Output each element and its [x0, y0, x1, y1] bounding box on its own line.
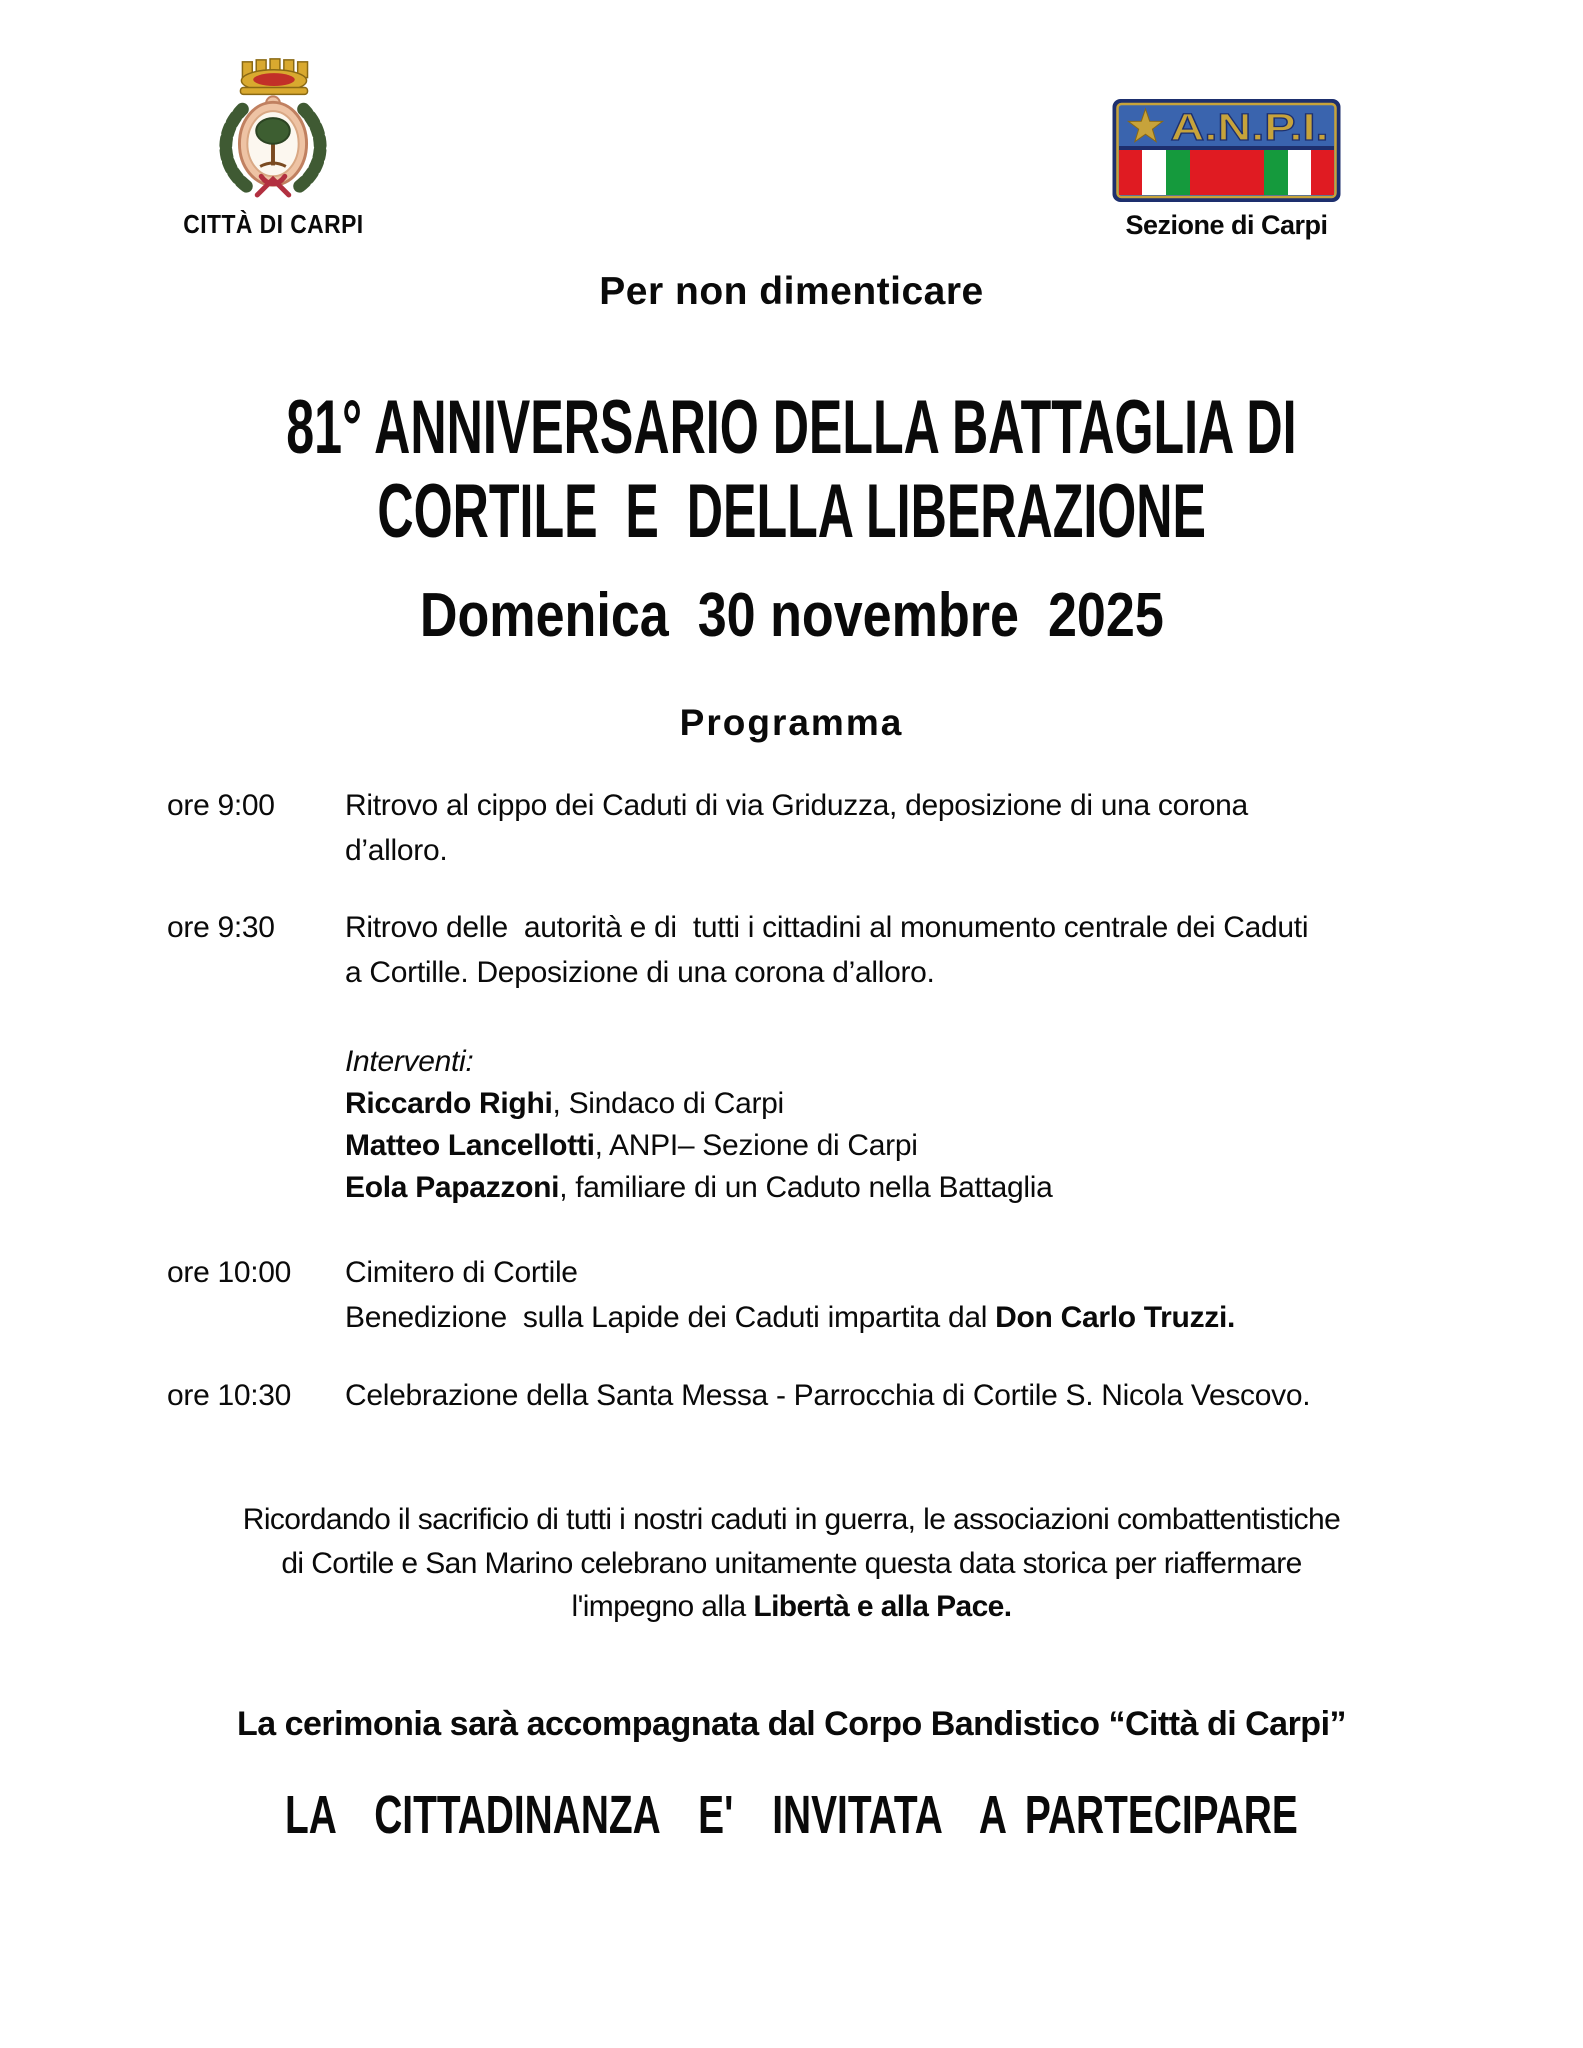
anpi-stripes-icon [1119, 146, 1334, 195]
event-date: Domenica 30 novembre 2025 [419, 581, 1164, 650]
program-description: Ritrovo al cippo dei Caduti di via Griduzza, deposizione di una corona d’alloro. [345, 789, 1248, 867]
speakers-heading: Interventi: [345, 1045, 474, 1078]
title-line-2: CORTILE E DELLA LIBERAZIONE [377, 469, 1206, 554]
program-description: Cimitero di Cortile Benedizione sulla Lapide dei Caduti impartita dal Don Carlo Truzzi. [345, 1256, 1236, 1334]
program-row-900 [167, 783, 1475, 873]
program-time: ore 9:30 [167, 911, 275, 944]
tagline: Per non dimenticare [599, 270, 984, 313]
program-row-1030 [167, 1373, 1475, 1418]
band-line: La cerimonia sarà accompagnata dal Corpo Bandistico “Città di Carpi” [236, 1705, 1347, 1743]
anpi-logo-caption: Sezione di Carpi [1125, 210, 1328, 240]
anpi-acronym: A.N.P.I. [1170, 107, 1329, 149]
anpi-badge-icon [1112, 107, 1341, 206]
program-description: Celebrazione della Santa Messa - Parrocchia di Cortile S. Nicola Vescovo. [345, 1379, 1311, 1412]
program-heading: Programma [679, 702, 904, 743]
carpi-logo-block [163, 50, 383, 240]
crown-icon [240, 59, 307, 95]
program-time: ore 10:00 [167, 1256, 292, 1289]
program-description: Ritrovo delle autorità e di tutti i cittadini al monumento centrale dei Caduti a Cortille. Deposizione di una corona d’alloro. [345, 911, 1309, 989]
program-time: ore 9:00 [167, 789, 275, 822]
program-row-1000 [167, 1250, 1475, 1340]
title-line-1: 81° ANNIVERSARIO DELLA BATTAGLIA DI [286, 385, 1297, 470]
ribbon-icon [257, 176, 289, 195]
speakers-block [345, 1041, 1053, 1209]
speaker-line: Matteo Lancellotti, ANPI– Sezione di Carpi [345, 1129, 918, 1162]
program-row-930 [167, 905, 1475, 995]
shield-icon [239, 96, 306, 185]
speaker-line: Riccardo Righi, Sindaco di Carpi [345, 1087, 784, 1120]
speaker-line: Eola Papazzoni, familiare di un Caduto nella Battaglia [345, 1171, 1053, 1204]
carpi-coat-of-arms-icon [208, 185, 338, 202]
closing-paragraph: Ricordando il sacrificio di tutti i nostri caduti in guerra, le associazioni combattentistiche di Cortile e San Marino celebrano unitamente questa data storica per riaffermare l'impegno alla Libertà e alla Pace. [242, 1503, 1341, 1623]
carpi-logo-caption: CITTÀ DI CARPI [182, 209, 364, 239]
invitation-line: LA CITTADINANZA E' INVITATA A PARTECIPARE [285, 1785, 1298, 1845]
anpi-logo-block [1112, 99, 1341, 241]
page-title [0, 386, 1583, 554]
program-time: ore 10:30 [167, 1379, 292, 1412]
